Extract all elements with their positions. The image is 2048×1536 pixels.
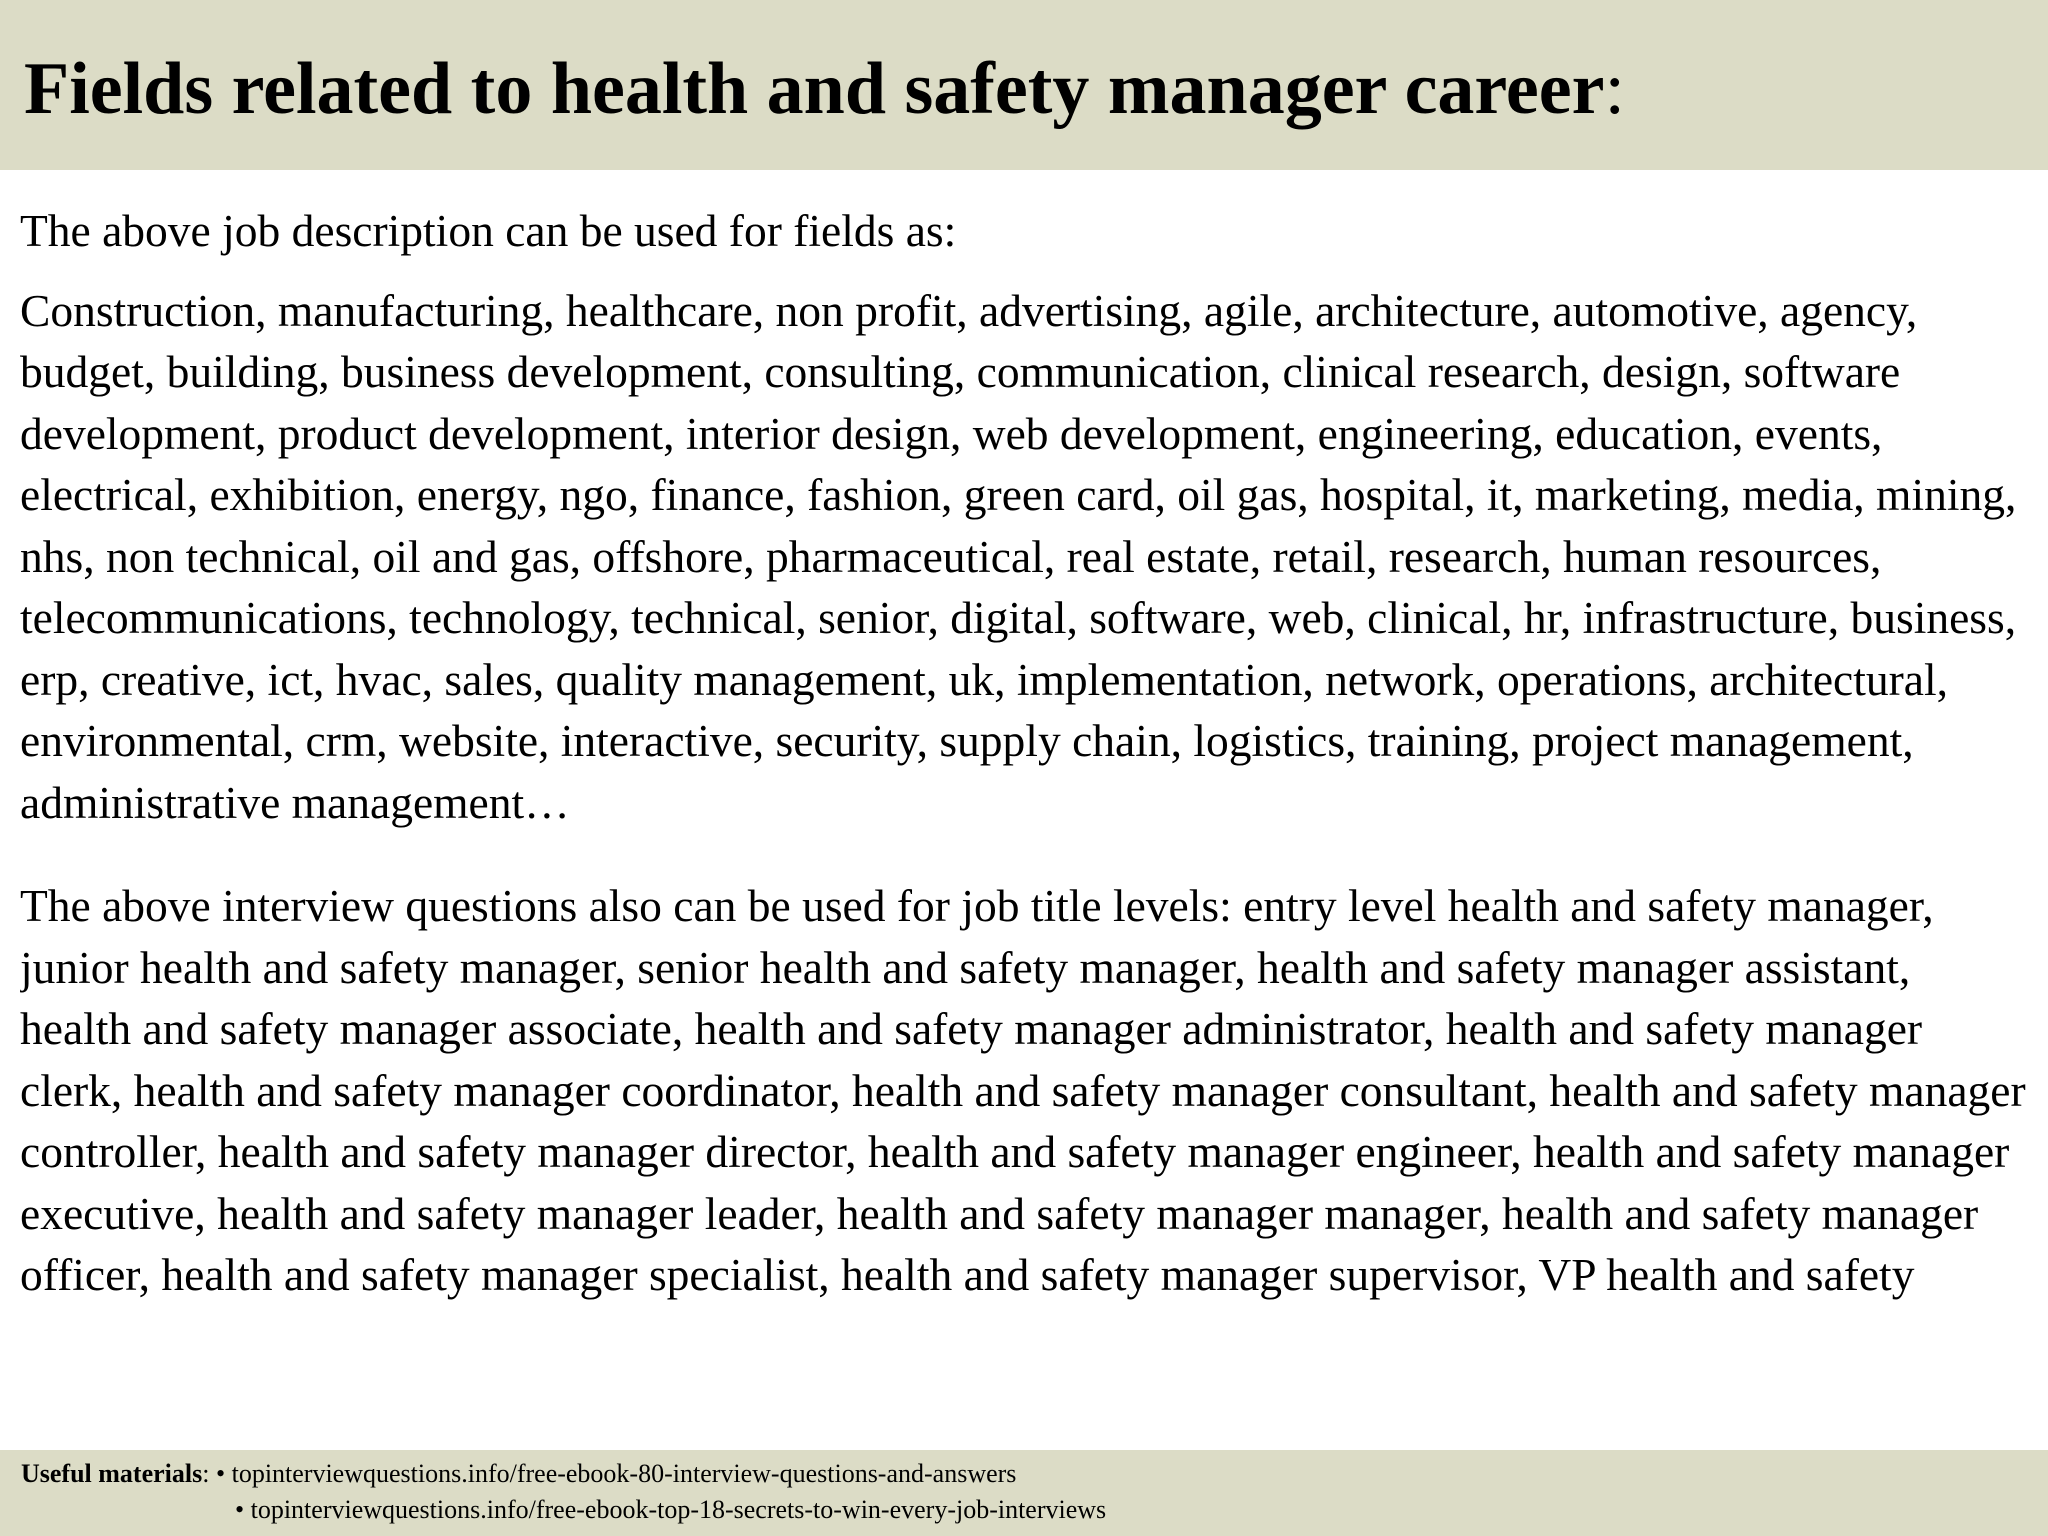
title-bar	[0, 0, 2048, 170]
useful-materials-label: Useful materials	[21, 1459, 203, 1488]
footer-row-first	[21, 1456, 1016, 1492]
intro-paragraph: The above job description can be used for fields as:	[20, 205, 957, 256]
footer-label-separator: :	[202, 1459, 216, 1488]
footer-bullet-second: •	[235, 1495, 251, 1524]
footer-bar	[0, 1450, 2048, 1536]
footer-bullet-first: •	[215, 1459, 232, 1488]
slide-title-colon: :	[1604, 48, 1626, 130]
footer-link-second[interactable]: topinterviewquestions.info/free-ebook-top-18-secrets-to-win-every-job-interviews	[250, 1495, 1107, 1524]
slide-title	[24, 44, 1625, 134]
footer-link-first[interactable]: topinterviewquestions.info/free-ebook-80-interview-questions-and-answers	[231, 1459, 1017, 1488]
slide-content	[20, 200, 2030, 1450]
job-levels-paragraph: The above interview questions also can be used for job title levels: entry level health and safety manager, junior health and safety manager, senior health and safety manager, health and safety manager assistant, health and safety manager associate, health and safety manager administrator, health and safety manager clerk, health and safety manager coordinator, health and safety manager consultant, health and safety manager controller, health and safety manager director, health and safety manager engineer, health and safety manager executive, health and safety manager leader, health and safety manager manager, health and safety manager officer, health and safety manager specialist, health and safety manager supervisor, VP health and safety	[20, 880, 2026, 1300]
slide-title-text: Fields related to health and safety manager career	[24, 48, 1605, 130]
footer-row-second	[235, 1492, 1106, 1528]
fields-paragraph: Construction, manufacturing, healthcare, non profit, advertising, agile, architecture, automotive, agency, budget, building, business development, consulting, communication, clinical research, design, software development, product development, interior design, web development, engineering, education, events, electrical, exhibition, energy, ngo, finance, fashion, green card, oil gas, hospital, it, marketing, media, mining, nhs, non technical, oil and gas, offshore, pharmaceutical, real estate, retail, research, human resources, telecommunications, technology, technical, senior, digital, software, web, clinical, hr, infrastructure, business, erp, creative, ict, hvac, sales, quality management, uk, implementation, network, operations, architectural, environmental, crm, website, interactive, security, supply chain, logistics, training, project management, administrative management…	[20, 284, 2017, 828]
